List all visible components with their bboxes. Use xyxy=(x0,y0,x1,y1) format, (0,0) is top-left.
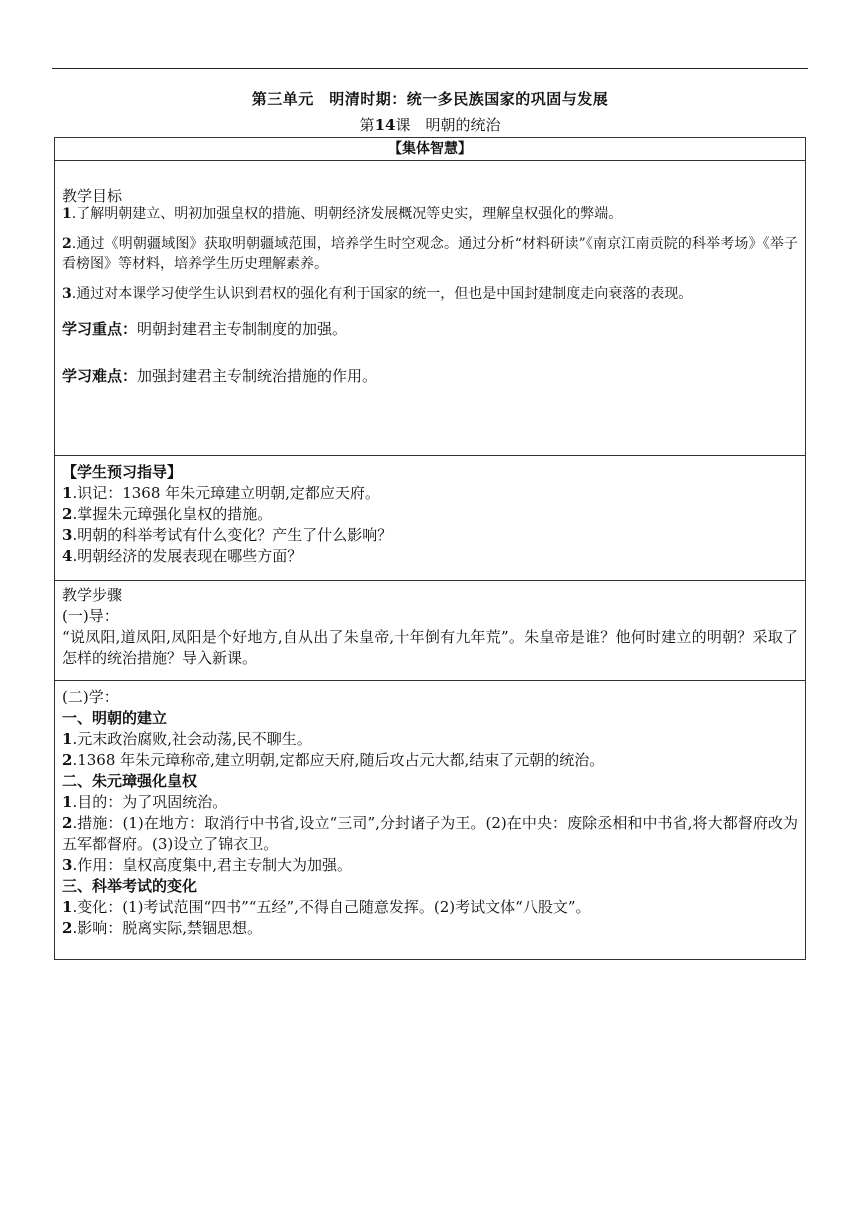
intro-text: “说凤阳,道凤阳,凤阳是个好地方,自从出了朱皇帝,十年倒有九年荒”。朱皇帝是谁？他何时建立的明朝？采取了怎样的统治措施？导入新课。 xyxy=(62,628,798,667)
steps-heading: 教学步骤 xyxy=(62,586,123,604)
lesson-title xyxy=(0,114,860,135)
key-point-text: 明朝封建君主专制制度的加强。 xyxy=(137,320,348,338)
lesson-number: 14 xyxy=(374,116,396,134)
study-row xyxy=(55,681,806,960)
header-rule xyxy=(52,68,808,69)
section-header: 【集体智慧】 xyxy=(55,138,806,161)
objectives-row xyxy=(55,161,806,456)
study-item: 1.目的：为了巩固统治。 xyxy=(62,793,228,811)
lesson-plan-table xyxy=(54,137,806,960)
intro-label: (一)导： xyxy=(62,607,119,625)
section-title: 二、朱元璋强化皇权 xyxy=(62,772,198,790)
study-item: 2.措施：(1)在地方：取消行中书省,设立“三司”,分封诸子为王。(2)在中央：废除丞相和中书省,将大都督府改为五军都督府。(3)设立了锦衣卫。 xyxy=(62,814,798,853)
section-title: 一、明朝的建立 xyxy=(62,709,168,727)
study-item: 1.元末政治腐败,社会动荡,民不聊生。 xyxy=(62,730,312,748)
section-title: 三、科举考试的变化 xyxy=(62,877,198,895)
study-item: 3.作用：皇权高度集中,君主专制大为加强。 xyxy=(62,856,352,874)
study-cell xyxy=(55,681,806,960)
study-item: 2.1368 年朱元璋称帝,建立明朝,定都应天府,随后攻占元大都,结束了元朝的统治。 xyxy=(62,751,605,769)
preview-cell xyxy=(55,456,806,581)
objective-item: 1.了解明朝建立、明初加强皇权的措施、明朝经济发展概况等史实，理解皇权强化的弊端。 xyxy=(62,206,623,222)
key-point xyxy=(62,320,798,338)
key-point-label: 学习重点： xyxy=(62,320,138,338)
difficulty-point xyxy=(62,367,798,385)
preview-item: 1.识记：1368 年朱元璋建立明朝,定都应天府。 xyxy=(62,484,380,502)
study-item: 1.变化：(1)考试范围“四书”“五经”,不得自己随意发挥。(2)考试文体“八股文”。 xyxy=(62,898,591,916)
unit-title: 第三单元 明清时期：统一多民族国家的巩固与发展 xyxy=(251,90,609,108)
objectives-cell xyxy=(55,161,806,456)
lesson-prefix: 第 xyxy=(359,116,375,134)
study-label: (二)学： xyxy=(62,688,119,706)
preview-item: 4.明朝经济的发展表现在哪些方面？ xyxy=(62,547,303,565)
preview-item: 2.掌握朱元璋强化皇权的措施。 xyxy=(62,505,273,523)
section-header-row xyxy=(55,138,806,161)
steps-row xyxy=(55,581,806,681)
study-item: 2.影响：脱离实际,禁锢思想。 xyxy=(62,919,262,937)
preview-row xyxy=(55,456,806,581)
steps-cell xyxy=(55,581,806,681)
preview-item: 3.明朝的科举考试有什么变化？产生了什么影响？ xyxy=(62,526,393,544)
objective-item: 2.通过《明朝疆域图》获取明朝疆域范围，培养学生时空观念。通过分析“材料研读”《南京江南贡院的科举考场》《举子看榜图》等材料，培养学生历史理解素养。 xyxy=(62,236,798,272)
objectives-heading: 教学目标 xyxy=(62,187,123,205)
difficulty-label: 学习难点： xyxy=(62,367,138,385)
lesson-suffix: 课 明朝的统治 xyxy=(395,116,501,134)
difficulty-text: 加强封建君主专制统治措施的作用。 xyxy=(137,367,378,385)
objective-item: 3.通过对本课学习使学生认识到君权的强化有利于国家的统一，但也是中国封建制度走向衰落的表现。 xyxy=(62,286,693,302)
preview-heading: 【学生预习指导】 xyxy=(62,463,183,481)
